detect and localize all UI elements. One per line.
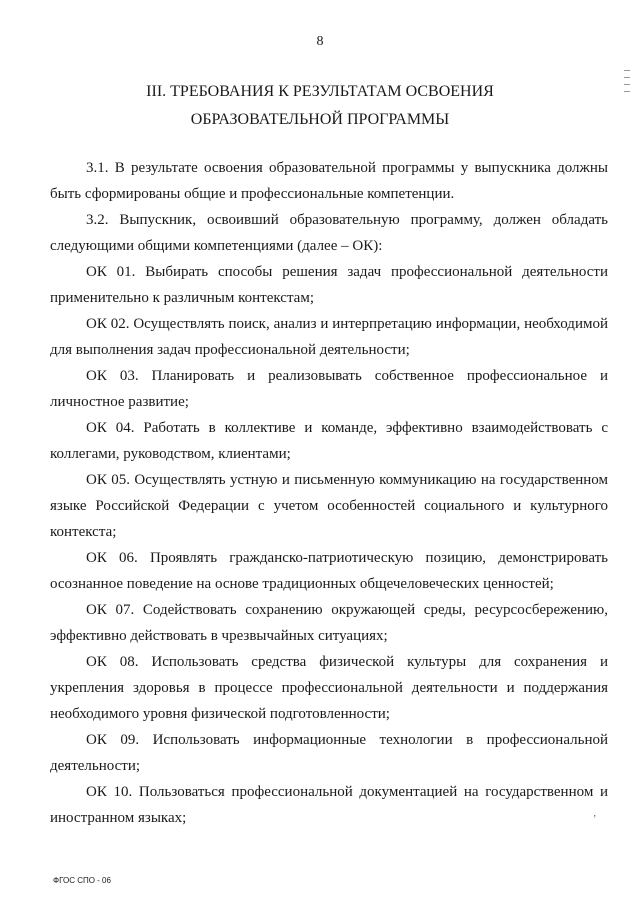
competence-ok-01: ОК 01. Выбирать способы решения задач профессиональной деятельности применительно к различным контекстам;: [50, 264, 608, 306]
footer-label: ФГОС СПО - 06: [53, 876, 111, 885]
competence-ok-05: ОК 05. Осуществлять устную и письменную коммуникацию на государственном языке Российской Федерации с учетом особенностей социального и культурного контекста;: [50, 472, 608, 540]
competence-ok-10: ОК 10. Пользоваться профессиональной документацией на государственном и иностранном языках;: [50, 784, 608, 826]
paragraph-3-2: 3.2. Выпускник, освоивший образовательную программу, должен обладать следующими общими компетенциями (далее – ОК):: [50, 212, 608, 254]
document-body: [50, 155, 608, 831]
competence-ok-03: ОК 03. Планировать и реализовывать собственное профессиональное и личностное развитие;: [50, 368, 608, 410]
paragraph-3-1: 3.1. В результате освоения образовательной программы у выпускника должны быть сформированы общие и профессиональные компетенции.: [50, 160, 608, 202]
scan-mark: ’: [593, 814, 597, 825]
section-title-line-2: ОБРАЗОВАТЕЛЬНОЙ ПРОГРАММЫ: [190, 111, 450, 128]
competence-ok-09: ОК 09. Использовать информационные технологии в профессиональной деятельности;: [50, 732, 608, 774]
section-title-line-1: III. ТРЕБОВАНИЯ К РЕЗУЛЬТАТАМ ОСВОЕНИЯ: [146, 83, 494, 100]
competence-ok-04: ОК 04. Работать в коллективе и команде, эффективно взаимодействовать с коллегами, руководством, клиентами;: [50, 420, 608, 462]
competence-ok-08: ОК 08. Использовать средства физической культуры для сохранения и укрепления здоровья в процессе профессиональной деятельности и поддержания необходимого уровня физической подготовленности;: [50, 654, 608, 722]
section-title: [0, 78, 640, 134]
page-number: 8: [316, 34, 324, 49]
competence-ok-06: ОК 06. Проявлять гражданско-патриотическую позицию, демонстрировать осознанное поведение на основе традиционных общечеловеческих ценностей;: [50, 550, 608, 592]
scan-edge-marks: [624, 70, 632, 110]
competence-ok-02: ОК 02. Осуществлять поиск, анализ и интерпретацию информации, необходимой для выполнения задач профессиональной деятельности;: [50, 316, 608, 358]
competence-ok-07: ОК 07. Содействовать сохранению окружающей среды, ресурсосбережению, эффективно действовать в чрезвычайных ситуациях;: [50, 602, 608, 644]
